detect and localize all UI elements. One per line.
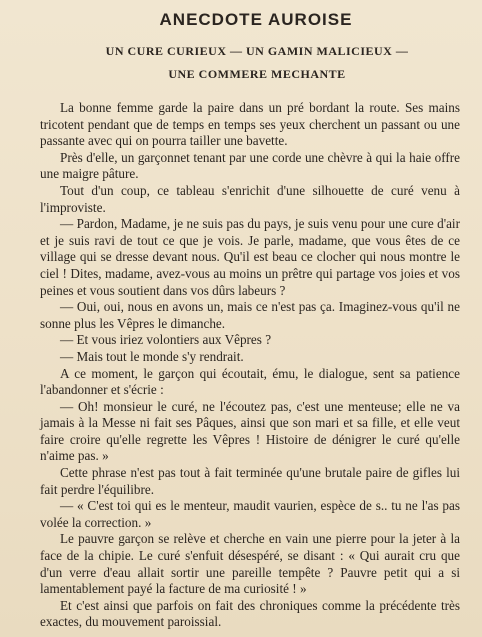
paragraph: — Mais tout le monde s'y rendrait. — [60, 348, 244, 364]
article-subtitle-line2: UNE COMMERE MECHANTE — [168, 67, 346, 81]
paragraph: Et c'est ainsi que parfois on fait des chroniques comme la précédente très exactes, du mouvement paroissial. — [40, 597, 460, 630]
paragraph: A ce moment, le garçon qui écoutait, ému, le dialogue, sent sa patience l'abandonner et s'écrie : — [40, 365, 460, 398]
paragraph: Près d'elle, un garçonnet tenant par une corde une chèvre à qui la haie offre une maigre pâture. — [40, 149, 460, 182]
paragraph: — Et vous iriez volontiers aux Vêpres ? — [60, 332, 272, 348]
paragraph: La bonne femme garde la paire dans un pré bordant la route. Ses mains tricotent pendant que de temps en temps ses yeux cherchent un passant ou une passante avec qui on pourra tailler une bavette. — [40, 100, 460, 149]
paragraph: Tout d'un coup, ce tableau s'enrichit d'une silhouette de curé venu à l'improviste. — [40, 182, 460, 215]
paragraph: — Pardon, Madame, je ne suis pas du pays, je suis venu pour une cure d'air et je suis ravi de tout ce que je vois. Je parle, madame, que vous êtes de ce village qui se dresse devant nous. Qu'il est beau ce clocher qui nous montre le ciel ! Dites, madame, avez-vous au moins un prêtre qui partage vos joies et vos peines et vous soutient dans vos dûrs labeurs ? — [40, 216, 460, 298]
article-body — [40, 100, 460, 631]
paragraph: — « C'est toi qui es le menteur, maudit vaurien, espèce de s.. tu ne l'as pas volée la correction. » — [40, 498, 460, 530]
article-title: ANECDOTE AUROISE — [159, 10, 353, 29]
article-subtitle-line1: UN CURE CURIEUX — UN GAMIN MALICIEUX — — [105, 44, 409, 58]
paragraph: — Oh! monsieur le curé, ne l'écoutez pas, c'est une menteuse; elle ne va jamais à la Messe ni fait ses Pâques, ainsi que son mari et sa fille, et elle veut faire croire qu'elle regrette les Vêpres ! Histoire de dénigrer le curé qu'elle n'aime pas. » — [40, 398, 460, 464]
paragraph: — Oui, oui, nous en avons un, mais ce n'est pas ça. Imaginez-vous qu'il ne sonne plus les Vêpres le dimanche. — [40, 299, 460, 331]
paragraph: Cette phrase n'est pas tout à fait terminée qu'une brutale paire de gifles lui fait perdre l'équilibre. — [40, 465, 460, 497]
paragraph: Le pauvre garçon se relève et cherche en vain une pierre pour la jeter à la face de la chipie. Le curé s'enfuit désespéré, se disant : « Qui aurait cru que d'un verre d'eau allait sortir une pareille tempête ? Pauvre petit qui a si lamentablement payé la facture de ma curiosité ! » — [40, 531, 460, 597]
